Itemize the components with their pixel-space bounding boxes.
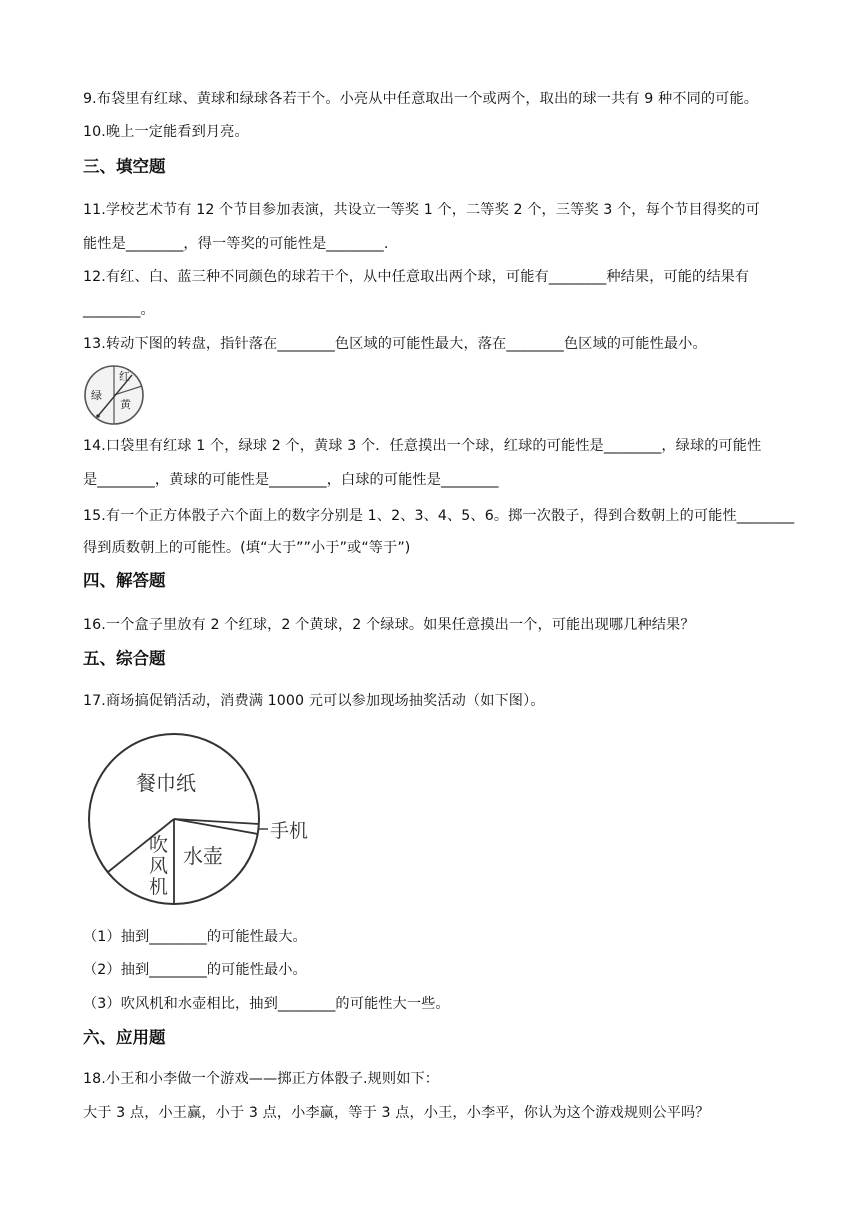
prize-label-dryer-2: 风 [149,855,169,877]
question-11-line-2: 能性是________，得一等奖的可能性是________. [83,236,389,252]
question-18-line-2: 大于 3 点，小王赢，小于 3 点，小李赢，等于 3 点，小王，小李平，你认为这个游戏规则公平吗？ [83,1105,710,1121]
question-12-line-2: ________。 [83,302,155,318]
spinner-figure [82,364,146,426]
spinner-label-red: 红 [119,370,130,383]
question-14-line-2: 是________，黄球的可能性是________，白球的可能性是________ [83,472,499,488]
spinner-label-yellow: 黄 [120,398,131,411]
question-18-line-1: 18.小王和小李做一个游戏——掷正方体骰子.规则如下： [83,1071,440,1087]
section-heading-comprehensive: 五、综合题 [83,649,166,668]
section-heading-fill-blank: 三、填空题 [83,157,166,176]
question-13: 13.转动下图的转盘，指针落在________色区域的可能性最大，落在________色区域的可能性最小。 [83,336,707,352]
spinner-label-green: 绿 [91,389,102,402]
question-17-part-1: （1）抽到________的可能性最大。 [83,929,307,945]
section-heading-application: 六、应用题 [83,1028,166,1047]
question-17-part-2: （2）抽到________的可能性最小。 [83,962,307,978]
prize-label-napkin: 餐巾纸 [136,771,196,795]
question-10: 10.晚上一定能看到月亮。 [83,124,249,140]
question-11-line-1: 11.学校艺术节有 12 个节目参加表演，共设立一等奖 1 个，二等奖 2 个，三等奖 3 个，每个节目得奖的可 [83,202,760,218]
question-9: 9.布袋里有红球、黄球和绿球各若干个。小亮从中任意取出一个或两个，取出的球一共有 9 种不同的可能。 [83,91,759,107]
section-heading-answer: 四、解答题 [83,571,166,590]
question-15-line-2: 得到质数朝上的可能性。(填“大于””小于”或“等于”) [83,540,411,556]
prize-label-kettle: 水壶 [183,844,223,868]
question-14-line-1: 14.口袋里有红球 1 个，绿球 2 个，黄球 3 个．任意摸出一个球，红球的可能性是________，绿球的可能性 [83,438,762,454]
prize-label-dryer-3: 机 [149,876,169,898]
question-12-line-1: 12.有红、白、蓝三种不同颜色的球若干个，从中任意取出两个球，可能有________种结果，可能的结果有 [83,269,750,285]
spinner-pointer-hub [96,414,100,418]
question-16: 16.一个盒子里放有 2 个红球，2 个黄球，2 个绿球。如果任意摸出一个，可能出现哪几种结果？ [83,617,695,633]
question-17: 17.商场搞促销活动，消费满 1000 元可以参加现场抽奖活动（如下图）。 [83,693,545,709]
question-15-line-1: 15.有一个正方体骰子六个面上的数字分别是 1、2、3、4、5、6。掷一次骰子，得到合数朝上的可能性________ [83,508,795,524]
prize-label-phone: 手机 [270,820,309,842]
prize-wheel-figure [86,730,316,908]
question-17-part-3: （3）吹风机和水壶相比，抽到________的可能性大一些。 [83,996,450,1012]
prize-label-dryer-1: 吹 [149,834,169,856]
